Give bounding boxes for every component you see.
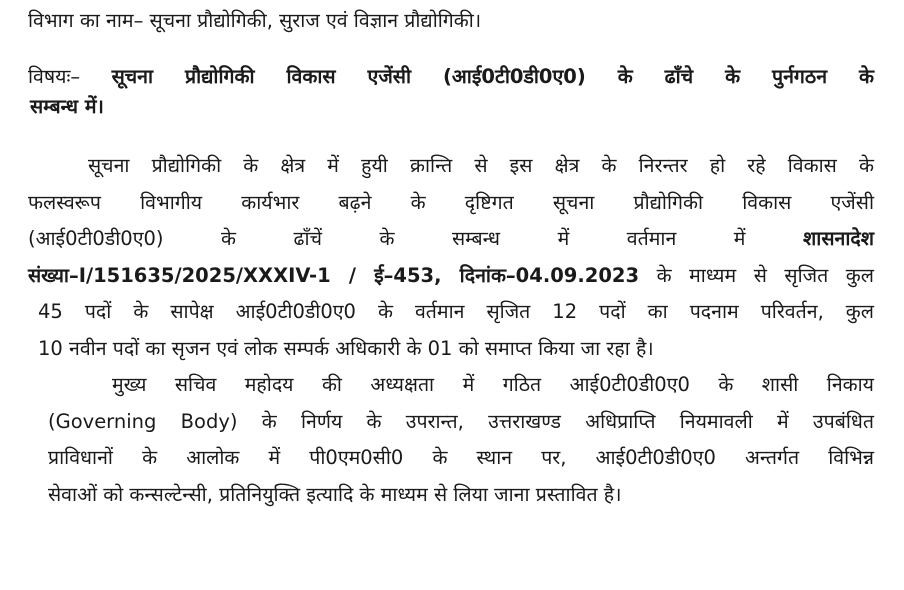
subject-line-1 <box>28 62 874 92</box>
paragraph-2-line-1: मुख्य सचिव महोदय की अध्यक्षता में गठित आई0टी0डी0ए0 के शासी निकाय <box>112 373 874 396</box>
paragraph-1-line-4 <box>28 258 874 295</box>
paragraph-2 <box>28 367 874 513</box>
paragraph-1-line-6: 10 नवीन पदों का सृजन एवं लोक सम्पर्क अधिकारी के 01 को समाप्त किया जा रहा है। <box>38 336 654 360</box>
paragraph-1-line-1: सूचना प्रौद्योगिकी के क्षेत्र में हुयी क्रान्ति से इस क्षेत्र के निरन्तर हो रहे विकास के <box>88 154 874 177</box>
paragraph-1-line-5: 45 पदों के सापेक्ष आई0टी0डी0ए0 के वर्तमान सृजित 12 पदों का पदनाम परिवर्तन, कुल <box>38 300 874 323</box>
subject-text-1: सूचना प्रौद्योगिकी विकास एजेंसी (आई0टी0डी0ए0) के ढाँचे के पुर्नगठन के <box>111 65 874 88</box>
paragraph-1-line-2: फलस्वरूप विभागीय कार्यभार बढ़ने के दृष्टिगत सूचना प्रौद्योगिकी विकास एजेंसी <box>28 190 874 214</box>
paragraph-1-line-3 <box>28 221 874 258</box>
subject-prefix: विषयः– <box>28 65 81 88</box>
paragraph-1-line-4-text: के माध्यम से सृजित कुल <box>656 263 874 287</box>
paragraph-2-line-4: सेवाओं को कन्सल्टेन्सी, प्रतिनियुक्ति इत्यादि के माध्यम से लिया जाना प्रस्तावित है। <box>48 482 622 506</box>
paragraph-2-line-3: प्राविधानों के आलोक में पी0एम0सी0 के स्थान पर, आई0टी0डी0ए0 अन्तर्गत विभिन्न <box>48 446 874 469</box>
paragraph-2-line-2: (Governing Body) के निर्णय के उपरान्त, उत्तराखण्ड अधिप्राप्ति नियमावली में उपबंधित <box>48 409 874 433</box>
government-order-label: शासनादेश <box>803 227 875 250</box>
subject-line-2: सम्बन्ध में। <box>30 95 104 118</box>
government-order-number: संख्या–I/151635/2025/XXXIV-1 / ई–453, दिनांक–04.09.2023 <box>28 263 640 287</box>
department-line: विभाग का नाम– सूचना प्रौद्योगिकी, सुराज एवं विज्ञान प्रौद्योगिकी। <box>28 9 482 32</box>
paragraph-1-line-3-text: (आई0टी0डी0ए0) के ढाँचें के सम्बन्ध में वर्तमान में <box>28 227 746 250</box>
paragraph-1 <box>28 148 874 367</box>
